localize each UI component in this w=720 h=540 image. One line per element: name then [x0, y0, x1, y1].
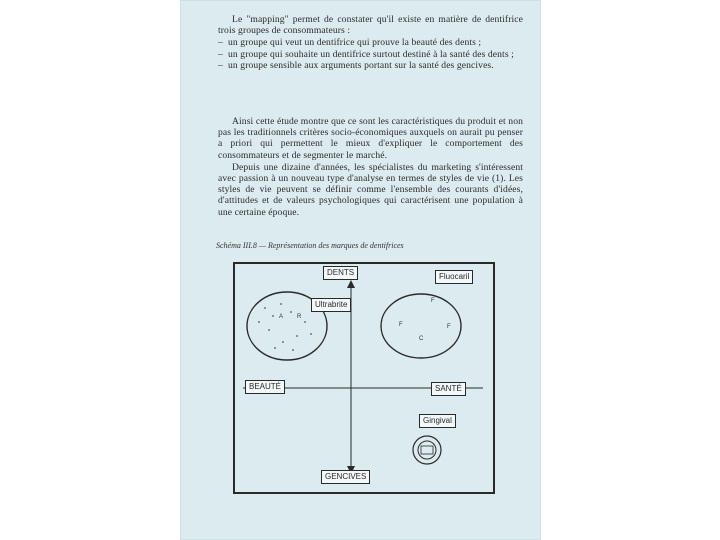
axis-label-bottom: GENCIVES — [321, 470, 370, 484]
cluster-mark: A — [279, 314, 284, 320]
brand-map-diagram — [233, 262, 495, 494]
intro-paragraph: Le "mapping" permet de constater qu'il existe en matière de dentifrice trois groupes de consommateurs : — [218, 14, 523, 37]
text-block-1 — [218, 14, 523, 71]
map-drawing — [235, 264, 493, 492]
list-item: – un groupe qui veut un dentifrice qui prouve la beauté des dents ; — [228, 37, 523, 48]
axis-label-top: DENTS — [323, 266, 358, 280]
axis-label-left: BEAUTÉ — [245, 380, 285, 394]
axis-label-right: SANTÉ — [431, 382, 466, 396]
consumer-groups-list — [218, 37, 523, 71]
cluster-mark: C — [419, 336, 424, 342]
gingival-stamp-outer — [413, 436, 441, 464]
cluster-mark: F — [431, 298, 435, 304]
figure-caption: Schéma III.8 — Représentation des marques de dentifrices — [216, 241, 404, 250]
cluster-left-dots — [258, 303, 312, 351]
brand-label-fluocaril: Fluocaril — [435, 270, 473, 284]
brand-label-gingival: Gingival — [419, 414, 456, 428]
cluster-mark: F — [399, 322, 403, 328]
cluster-mark: F — [447, 324, 451, 330]
cluster-mark: R — [297, 314, 302, 320]
text-block-2 — [218, 116, 523, 219]
brand-label-ultrabrite: Ultrabrite — [311, 298, 351, 312]
paragraph: Depuis une dizaine d'années, les spécialistes du marketing s'intéressent avec passion à un nouveau type d'analyse en termes de styles de vie (1). Les styles de vie peuvent se définir comme l'ensemble des courants d'idées, d'attitudes et de valeurs psychologiques qui caractérisent une population à une certaine époque. — [218, 161, 523, 218]
arrow-up-icon — [347, 280, 355, 288]
scanned-page — [180, 0, 541, 540]
list-item: – un groupe qui souhaite un dentifrice surtout destiné à la santé des dents ; — [228, 49, 523, 60]
paragraph: Ainsi cette étude montre que ce sont les caractéristiques du produit et non pas les traditionnels critères socio-économiques auxquels on aurait pu penser a priori qui permettent le mieux d'expliquer le comportement des consommateurs et de segmenter le marché. — [218, 116, 523, 161]
list-item: – un groupe sensible aux arguments portant sur la santé des gencives. — [228, 60, 523, 71]
